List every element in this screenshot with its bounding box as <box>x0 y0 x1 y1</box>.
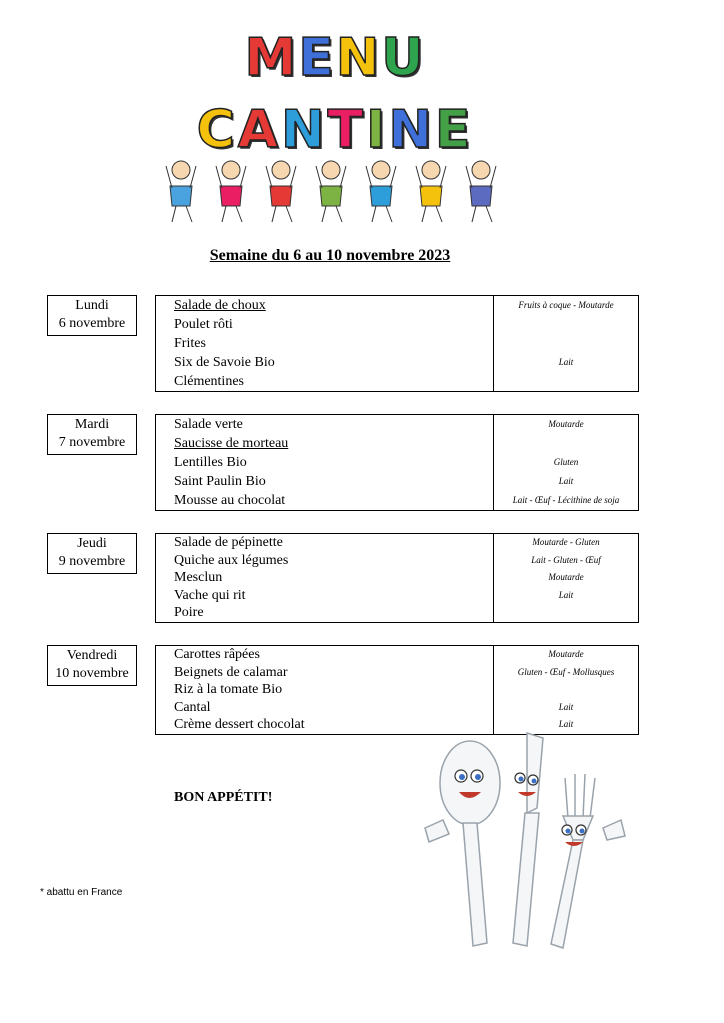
banner-letter: C <box>196 100 238 160</box>
menu-table <box>155 414 639 511</box>
menu-row <box>156 552 640 570</box>
allergen-info: Lait <box>558 719 574 729</box>
menu-row <box>156 699 640 717</box>
menu-table <box>155 645 639 735</box>
menu-table <box>155 295 639 392</box>
menu-row <box>156 434 640 453</box>
footnote: * abattu en France <box>40 887 123 898</box>
menu-row <box>156 534 640 552</box>
day-name: Mardi <box>74 417 110 432</box>
menu-row <box>156 372 640 391</box>
dish-name: Lentilles Bio <box>174 455 247 470</box>
menu-row <box>156 353 640 372</box>
allergen-info: Gluten - Œuf - Mollusques <box>517 666 615 677</box>
banner-letter: E <box>298 28 336 88</box>
menu-row <box>156 472 640 491</box>
banner-letter: T <box>327 100 366 160</box>
day-label-box <box>47 414 137 455</box>
dish-name: Salade de choux <box>174 298 266 313</box>
dish-name: Clémentines <box>174 374 244 389</box>
day-date: 7 novembre <box>58 435 126 450</box>
dish-name: Salade verte <box>174 417 243 432</box>
allergen-info: Gluten <box>553 457 579 467</box>
menu-row <box>156 569 640 587</box>
cutlery-illustration <box>415 728 630 953</box>
menu-row <box>156 664 640 682</box>
dish-name: Salade de pépinette <box>174 535 283 550</box>
allergen-info: Lait <box>558 476 574 486</box>
day-date: 6 novembre <box>58 316 126 331</box>
menu-row <box>156 587 640 605</box>
banner-title-menu <box>150 28 520 88</box>
dish-name: Saucisse de morteau <box>174 436 289 451</box>
allergen-info: Moutarde - Gluten <box>532 537 600 547</box>
banner-letter: I <box>366 100 389 160</box>
allergen-info: Lait - Œuf - Lécithine de soja <box>512 495 620 505</box>
allergen-info: Moutarde <box>548 419 584 429</box>
dish-name: Beignets de calamar <box>174 664 288 680</box>
banner-letter: N <box>280 100 328 160</box>
menu-row <box>156 296 640 315</box>
dish-name: Six de Savoie Bio <box>174 355 275 370</box>
closing-message: BON APPÉTIT! <box>174 790 273 805</box>
dish-name: Riz à la tomate Bio <box>174 682 283 697</box>
day-name: Vendredi <box>66 648 118 663</box>
menu-row <box>156 646 640 664</box>
dish-name: Vache qui rit <box>174 587 246 603</box>
dish-name: Cantal <box>174 699 211 715</box>
week-title: Semaine du 6 au 10 novembre 2023 <box>209 247 451 264</box>
menu-row <box>156 415 640 434</box>
day-name: Jeudi <box>77 536 107 551</box>
day-date: 10 novembre <box>55 666 129 681</box>
menu-row <box>156 453 640 472</box>
banner-letter: A <box>237 100 281 160</box>
dish-name: Poulet rôti <box>174 317 233 332</box>
dish-name: Quiche aux légumes <box>174 552 289 568</box>
allergen-info: Moutarde <box>548 649 584 659</box>
menu-row <box>156 604 640 622</box>
banner-letter: N <box>388 100 435 160</box>
banner-letter: E <box>434 100 474 160</box>
day-label-box <box>47 533 137 574</box>
menu-table <box>155 533 639 623</box>
dish-name: Saint Paulin Bio <box>174 474 266 489</box>
dish-name: Mousse au chocolat <box>174 493 286 508</box>
banner-title-cantine <box>150 100 520 160</box>
menu-cantine-banner <box>150 28 520 228</box>
menu-row <box>156 315 640 334</box>
dish-name: Carottes râpées <box>174 647 260 662</box>
allergen-info: Fruits à coque - Moutarde <box>518 300 614 310</box>
children-illustration <box>156 156 506 226</box>
allergen-info: Lait - Gluten - Œuf <box>531 554 601 565</box>
dish-name: Mesclun <box>174 570 223 585</box>
banner-letter: M <box>244 28 299 88</box>
day-date: 9 novembre <box>58 554 126 569</box>
allergen-info: Lait <box>558 701 574 712</box>
dish-name: Poire <box>174 605 204 620</box>
menu-row <box>156 681 640 699</box>
dish-name: Crème dessert chocolat <box>174 717 305 732</box>
banner-letter: N <box>335 28 382 88</box>
dish-name: Frites <box>174 336 206 351</box>
menu-row <box>156 491 640 510</box>
day-name: Lundi <box>75 298 109 313</box>
allergen-info: Moutarde <box>548 572 584 582</box>
banner-letter: U <box>381 28 426 88</box>
day-label-box <box>47 295 137 336</box>
allergen-info: Lait <box>558 357 574 367</box>
menu-row <box>156 334 640 353</box>
allergen-info: Lait <box>558 589 574 600</box>
day-label-box <box>47 645 137 686</box>
